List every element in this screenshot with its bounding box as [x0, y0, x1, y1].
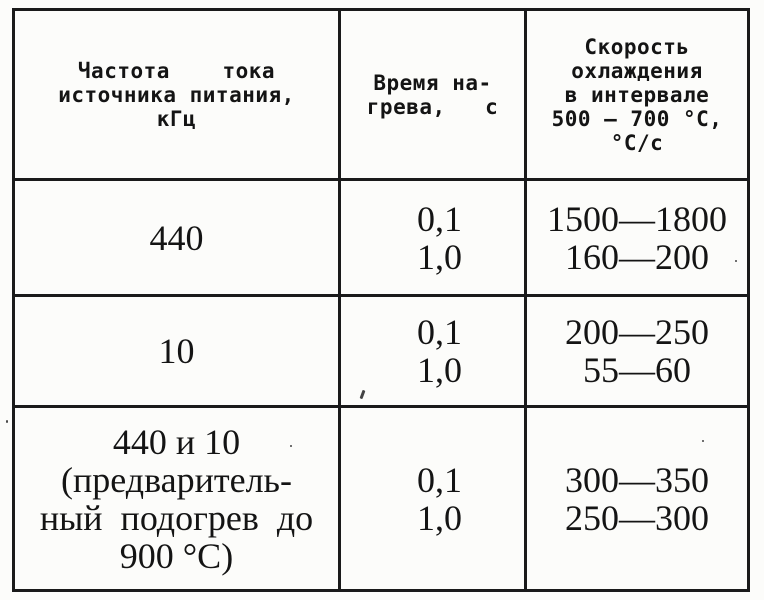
cell-text: 440 и 10: [112, 421, 241, 462]
cell-text: 0,1: [417, 198, 462, 239]
header-heating-time: [341, 11, 524, 178]
header-cooling-rate-line: °С/с: [610, 130, 664, 155]
cell-text: 0,1: [417, 312, 462, 352]
header-frequency: [15, 11, 338, 178]
scan-speck: [702, 440, 704, 442]
header-cooling-rate-line: охлаждения: [571, 58, 703, 83]
cell-text: ный подогрев до: [39, 497, 314, 538]
header-cooling-rate-line: 500 — 700 °С,: [551, 106, 723, 131]
cell-text: 250—300: [565, 497, 709, 538]
scan-speck: [735, 260, 737, 262]
header-frequency-line: Частота тока: [77, 58, 276, 83]
cell-text: 200—250: [565, 312, 709, 352]
header-frequency-line: кГц: [156, 106, 197, 131]
cell-text: 1,0: [417, 236, 462, 277]
table-row-3-cooling-rate: [527, 408, 747, 589]
header-cooling-rate-line: Скорость: [584, 34, 690, 59]
scan-speck: [6, 420, 8, 423]
table-row-2-cooling-rate: [527, 297, 747, 405]
table-row-3-heating-time: [341, 408, 524, 589]
header-cooling-rate-line: в интервале: [564, 82, 710, 107]
table-row-3-frequency: [15, 408, 338, 589]
table-row-1-cooling-rate: [527, 181, 747, 294]
cell-text: 0,1: [417, 459, 462, 500]
cell-text: 55—60: [583, 350, 691, 390]
cell-text: 1,0: [417, 350, 462, 390]
cell-text: 10: [158, 331, 195, 371]
table-row-2-frequency: [15, 297, 338, 405]
cell-text: 1,0: [417, 497, 462, 538]
scan-speck: [290, 445, 292, 447]
table-row-1-heating-time: [341, 181, 524, 294]
cell-text: 900 °С): [119, 535, 234, 576]
header-heating-time-line: грева, с: [366, 94, 499, 119]
header-cooling-rate: [527, 11, 747, 178]
cell-text: (предваритель-: [61, 459, 292, 500]
cell-text: 160—200: [565, 236, 709, 277]
cell-text: 440: [149, 217, 204, 258]
cell-text: 300—350: [565, 459, 709, 500]
table-row-2-heating-time: [341, 297, 524, 405]
header-heating-time-line: Время на-: [373, 70, 492, 95]
cell-text: 1500—1800: [547, 198, 727, 239]
header-frequency-line: источника питания,: [58, 82, 295, 107]
table-row-1-frequency: [15, 181, 338, 294]
